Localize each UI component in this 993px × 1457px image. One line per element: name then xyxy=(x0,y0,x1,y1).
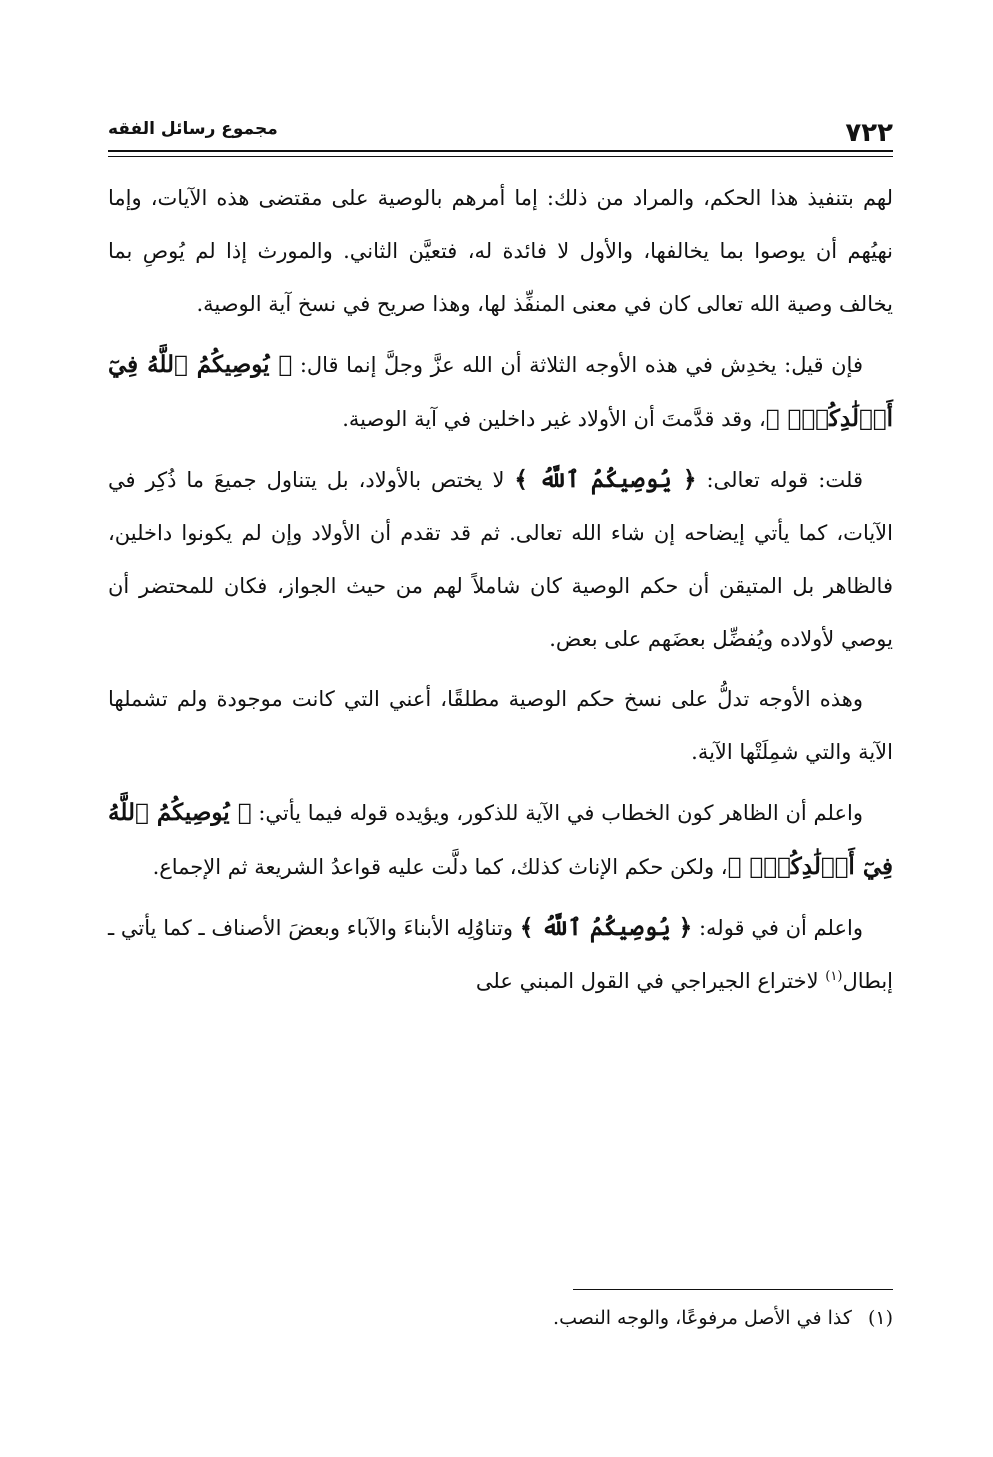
page-number: ٧٢٢ xyxy=(845,118,893,148)
paragraph-2 xyxy=(108,338,893,446)
footnote-number: (١) xyxy=(867,1307,893,1329)
paragraph-4-text: وهذه الأوجه تدلُّ على نسخ حكم الوصية مطلقًا، أعني التي كانت موجودة ولم تشملها الآية والتي شمِلَتْها الآية. xyxy=(108,687,893,764)
paragraph-2-text-a: فإن قيل: يخدِش في هذه الأوجه الثلاثة أن الله عزَّ وجلَّ إنما قال: xyxy=(299,353,863,377)
paragraph-5-text-b: ، ولكن حكم الإناث كذلك، كما دلَّت عليه قواعدُ الشريعة ثم الإجماع. xyxy=(152,855,728,879)
paragraph-6-text-b: وتناوُلِه الأبناءَ والآباء وبعضَ الأصناف ـ كما يأتي ـ إبطال xyxy=(108,916,893,993)
paragraph-6-text-a: واعلم أن في قوله: xyxy=(698,916,863,940)
page-header xyxy=(108,108,893,152)
paragraph-3-text-a: قلت: قوله تعالى: xyxy=(706,468,863,492)
paragraph-3 xyxy=(108,453,893,666)
paragraph-6 xyxy=(108,901,893,1008)
book-title: مجموع رسائل الفقه xyxy=(108,119,278,139)
page-body xyxy=(108,172,893,1015)
paragraph-6-text-c: لاختراع الجيراجي في القول المبني على xyxy=(475,969,819,993)
footnote-ref[interactable]: (١) xyxy=(825,969,843,984)
quran-quote: ﴿ يُوصِيكُمُ ٱللَّهُ ﴾ xyxy=(514,466,697,493)
quran-quote: ﴿ يُوصِيكُمُ ٱللَّهُ فِيٓ أَوۡلَٰدِكُمۡۖ ﴾ xyxy=(108,351,893,432)
footnote-text: كذا في الأصل مرفوعًا، والوجه النصب. xyxy=(553,1307,852,1329)
header-rule-thick xyxy=(108,150,893,152)
footnote-rule xyxy=(573,1289,893,1290)
paragraph-5-text-a: واعلم أن الظاهر كون الخطاب في الآية للذكور، ويؤيده قوله فيما يأتي: xyxy=(258,801,863,825)
paragraph-3-text-b: لا يختص بالأولاد، بل يتناول جميعَ ما ذُكِر في الآيات، كما يأتي إيضاحه إن شاء الله تعالى. ثم قد تقدم أن الأولاد وإن لم يكونوا داخلين، فالظاهر بل المتيقن أن حكم الوصية كان شاملاً لهم من حيث الجواز، فكان للمحتضر أن يوصي لأولاده ويُفضِّل بعضَهم على بعض. xyxy=(108,468,893,651)
paragraph-1 xyxy=(108,172,893,331)
paragraph-5 xyxy=(108,786,893,894)
header-rule-thin xyxy=(108,156,893,157)
paragraph-2-text-b: ، وقد قدَّمتَ أن الأولاد غير داخلين في آية الوصية. xyxy=(342,407,766,431)
paragraph-4 xyxy=(108,673,893,779)
quran-quote: ﴿ يُوصِيكُمُ ٱللَّهُ فِيٓ أَوۡلَٰدِكُمۡۖ ﴾ xyxy=(108,799,893,880)
quran-quote: ﴿ يُوصِيكُمُ ٱللَّهُ ﴾ xyxy=(519,914,693,941)
paragraph-1-text: لهم بتنفيذ هذا الحكم، والمراد من ذلك: إما أمرهم بالوصية على مقتضى هذه الآيات، وإما نهيُهم أن يوصوا بما يخالفها، والأول لا فائدة له، فتعيَّن الثاني. والمورث إذا لم يُوصِ بما يخالف وصية الله تعالى كان في معنى المنفِّذ لها، وهذا صريح في نسخ آية الوصية. xyxy=(108,186,893,316)
footnote xyxy=(108,1300,893,1336)
